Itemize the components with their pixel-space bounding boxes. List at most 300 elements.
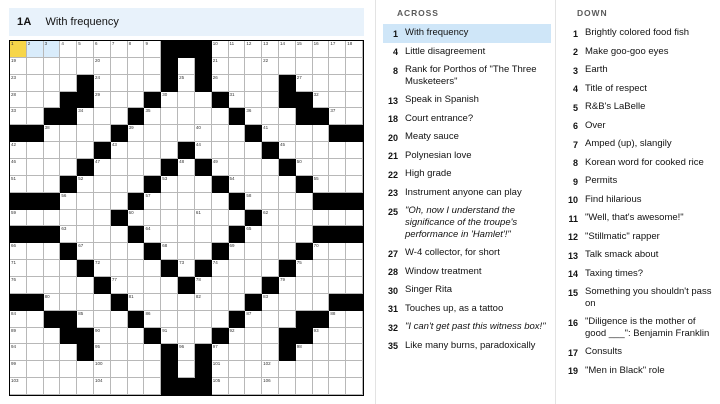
grid-cell[interactable] bbox=[60, 159, 77, 176]
grid-cell[interactable] bbox=[128, 41, 145, 58]
clue-item-across-27[interactable] bbox=[383, 244, 551, 263]
grid-cell[interactable] bbox=[94, 378, 111, 395]
grid-cell[interactable] bbox=[94, 159, 111, 176]
grid-cell[interactable] bbox=[229, 176, 246, 193]
grid-cell[interactable] bbox=[44, 243, 61, 260]
grid-cell[interactable] bbox=[128, 125, 145, 142]
grid-cell[interactable] bbox=[212, 311, 229, 328]
grid-cell[interactable] bbox=[60, 142, 77, 159]
grid-cell[interactable] bbox=[128, 75, 145, 92]
grid-cell[interactable] bbox=[27, 108, 44, 125]
grid-cell[interactable] bbox=[245, 378, 262, 395]
grid-cell[interactable] bbox=[296, 193, 313, 210]
grid-cell[interactable] bbox=[262, 58, 279, 75]
grid-cell[interactable] bbox=[296, 344, 313, 361]
clue-item-across-20[interactable] bbox=[383, 128, 551, 147]
clue-item-down-16[interactable] bbox=[563, 313, 716, 343]
clue-item-down-12[interactable] bbox=[563, 228, 716, 247]
grid-cell[interactable] bbox=[94, 328, 111, 345]
grid-cell[interactable] bbox=[111, 159, 128, 176]
grid-cell[interactable] bbox=[245, 108, 262, 125]
grid-cell[interactable] bbox=[128, 328, 145, 345]
grid-cell[interactable] bbox=[178, 159, 195, 176]
crossword-grid-container[interactable] bbox=[9, 40, 364, 396]
grid-cell[interactable] bbox=[111, 176, 128, 193]
grid-cell[interactable] bbox=[60, 210, 77, 227]
grid-cell[interactable] bbox=[329, 311, 346, 328]
grid-cell[interactable] bbox=[10, 243, 27, 260]
grid-cell[interactable] bbox=[44, 58, 61, 75]
grid-cell[interactable] bbox=[229, 92, 246, 109]
grid-cell[interactable] bbox=[262, 328, 279, 345]
grid-cell[interactable] bbox=[195, 277, 212, 294]
grid-cell[interactable] bbox=[313, 210, 330, 227]
grid-cell[interactable] bbox=[195, 193, 212, 210]
grid-cell[interactable] bbox=[10, 176, 27, 193]
grid-cell[interactable] bbox=[77, 294, 94, 311]
grid-cell[interactable] bbox=[144, 344, 161, 361]
grid-cell[interactable] bbox=[178, 176, 195, 193]
grid-cell[interactable] bbox=[279, 210, 296, 227]
grid-cell[interactable] bbox=[161, 277, 178, 294]
grid-cell[interactable] bbox=[111, 277, 128, 294]
clue-item-across-25[interactable] bbox=[383, 202, 551, 244]
crossword-grid[interactable] bbox=[10, 41, 363, 395]
grid-cell[interactable] bbox=[161, 328, 178, 345]
grid-cell[interactable] bbox=[27, 361, 44, 378]
grid-cell[interactable] bbox=[313, 142, 330, 159]
grid-cell[interactable] bbox=[44, 277, 61, 294]
clue-item-down-3[interactable] bbox=[563, 61, 716, 80]
clue-item-down-17[interactable] bbox=[563, 343, 716, 362]
grid-cell[interactable] bbox=[195, 294, 212, 311]
grid-cell[interactable] bbox=[77, 361, 94, 378]
grid-cell[interactable] bbox=[279, 108, 296, 125]
grid-cell[interactable] bbox=[346, 277, 363, 294]
grid-cell[interactable] bbox=[27, 58, 44, 75]
grid-cell[interactable] bbox=[161, 311, 178, 328]
grid-cell[interactable] bbox=[27, 344, 44, 361]
grid-cell[interactable] bbox=[94, 92, 111, 109]
grid-cell[interactable] bbox=[296, 125, 313, 142]
grid-cell[interactable] bbox=[94, 210, 111, 227]
grid-cell[interactable] bbox=[77, 243, 94, 260]
grid-cell[interactable] bbox=[128, 92, 145, 109]
grid-cell[interactable] bbox=[313, 159, 330, 176]
grid-cell[interactable] bbox=[229, 159, 246, 176]
grid-cell[interactable] bbox=[144, 58, 161, 75]
grid-cell[interactable] bbox=[111, 58, 128, 75]
grid-cell[interactable] bbox=[346, 260, 363, 277]
grid-cell[interactable] bbox=[296, 260, 313, 277]
grid-cell[interactable] bbox=[212, 108, 229, 125]
grid-cell[interactable] bbox=[128, 361, 145, 378]
clue-item-across-21[interactable] bbox=[383, 147, 551, 166]
grid-cell[interactable] bbox=[262, 243, 279, 260]
grid-cell[interactable] bbox=[111, 344, 128, 361]
grid-cell[interactable] bbox=[229, 210, 246, 227]
grid-cell[interactable] bbox=[245, 260, 262, 277]
grid-cell[interactable] bbox=[262, 226, 279, 243]
grid-cell[interactable] bbox=[94, 243, 111, 260]
grid-cell[interactable] bbox=[60, 294, 77, 311]
grid-cell[interactable] bbox=[44, 75, 61, 92]
grid-cell[interactable] bbox=[212, 159, 229, 176]
grid-cell[interactable] bbox=[44, 294, 61, 311]
clue-item-across-18[interactable] bbox=[383, 110, 551, 129]
clue-item-across-22[interactable] bbox=[383, 165, 551, 184]
grid-cell[interactable] bbox=[329, 361, 346, 378]
grid-cell[interactable] bbox=[245, 142, 262, 159]
grid-cell[interactable] bbox=[245, 58, 262, 75]
grid-cell[interactable] bbox=[77, 210, 94, 227]
grid-cell[interactable] bbox=[77, 193, 94, 210]
grid-cell[interactable] bbox=[346, 41, 363, 58]
grid-cell[interactable] bbox=[178, 75, 195, 92]
grid-cell[interactable] bbox=[27, 210, 44, 227]
grid-cell[interactable] bbox=[111, 108, 128, 125]
grid-cell[interactable] bbox=[229, 328, 246, 345]
grid-cell[interactable] bbox=[44, 260, 61, 277]
grid-cell[interactable] bbox=[229, 277, 246, 294]
grid-cell[interactable] bbox=[229, 125, 246, 142]
grid-cell[interactable] bbox=[27, 328, 44, 345]
clue-item-down-2[interactable] bbox=[563, 43, 716, 62]
grid-cell[interactable] bbox=[10, 92, 27, 109]
clue-item-across-8[interactable] bbox=[383, 61, 551, 91]
clue-item-down-9[interactable] bbox=[563, 172, 716, 191]
grid-cell[interactable] bbox=[144, 277, 161, 294]
grid-cell[interactable] bbox=[296, 58, 313, 75]
grid-cell[interactable] bbox=[27, 75, 44, 92]
grid-cell[interactable] bbox=[229, 58, 246, 75]
grid-cell[interactable] bbox=[161, 193, 178, 210]
grid-cell[interactable] bbox=[262, 159, 279, 176]
grid-cell[interactable] bbox=[128, 210, 145, 227]
grid-cell[interactable] bbox=[77, 311, 94, 328]
clue-item-down-5[interactable] bbox=[563, 98, 716, 117]
grid-cell[interactable] bbox=[262, 176, 279, 193]
clue-item-down-13[interactable] bbox=[563, 246, 716, 265]
grid-cell[interactable] bbox=[60, 226, 77, 243]
grid-cell[interactable] bbox=[128, 294, 145, 311]
grid-cell[interactable] bbox=[262, 361, 279, 378]
clue-item-down-8[interactable] bbox=[563, 154, 716, 173]
grid-cell[interactable] bbox=[111, 243, 128, 260]
grid-cell[interactable] bbox=[212, 226, 229, 243]
grid-cell[interactable] bbox=[111, 361, 128, 378]
clue-item-across-32[interactable] bbox=[383, 318, 551, 337]
grid-cell[interactable] bbox=[94, 75, 111, 92]
grid-cell[interactable] bbox=[10, 41, 27, 58]
grid-cell[interactable] bbox=[279, 311, 296, 328]
grid-cell[interactable] bbox=[229, 243, 246, 260]
grid-cell[interactable] bbox=[10, 58, 27, 75]
grid-cell[interactable] bbox=[262, 41, 279, 58]
grid-cell[interactable] bbox=[346, 58, 363, 75]
grid-cell[interactable] bbox=[161, 108, 178, 125]
grid-cell[interactable] bbox=[245, 92, 262, 109]
grid-cell[interactable] bbox=[245, 176, 262, 193]
grid-cell[interactable] bbox=[144, 75, 161, 92]
grid-cell[interactable] bbox=[329, 92, 346, 109]
grid-cell[interactable] bbox=[60, 193, 77, 210]
grid-cell[interactable] bbox=[161, 243, 178, 260]
grid-cell[interactable] bbox=[128, 176, 145, 193]
grid-cell[interactable] bbox=[144, 193, 161, 210]
grid-cell[interactable] bbox=[44, 125, 61, 142]
grid-cell[interactable] bbox=[279, 176, 296, 193]
grid-cell[interactable] bbox=[329, 58, 346, 75]
grid-cell[interactable] bbox=[111, 92, 128, 109]
grid-cell[interactable] bbox=[262, 125, 279, 142]
grid-cell[interactable] bbox=[44, 92, 61, 109]
clue-item-down-11[interactable] bbox=[563, 209, 716, 228]
grid-cell[interactable] bbox=[229, 344, 246, 361]
grid-cell[interactable] bbox=[60, 344, 77, 361]
grid-cell[interactable] bbox=[313, 361, 330, 378]
grid-cell[interactable] bbox=[178, 311, 195, 328]
grid-cell[interactable] bbox=[262, 294, 279, 311]
grid-cell[interactable] bbox=[144, 226, 161, 243]
current-clue-bar[interactable] bbox=[9, 8, 364, 36]
grid-cell[interactable] bbox=[27, 243, 44, 260]
grid-cell[interactable] bbox=[313, 41, 330, 58]
grid-cell[interactable] bbox=[346, 159, 363, 176]
grid-cell[interactable] bbox=[94, 58, 111, 75]
grid-cell[interactable] bbox=[27, 92, 44, 109]
grid-cell[interactable] bbox=[313, 125, 330, 142]
grid-cell[interactable] bbox=[44, 142, 61, 159]
grid-cell[interactable] bbox=[313, 378, 330, 395]
grid-cell[interactable] bbox=[60, 75, 77, 92]
grid-cell[interactable] bbox=[229, 260, 246, 277]
down-clue-list[interactable] bbox=[563, 24, 716, 380]
grid-cell[interactable] bbox=[178, 210, 195, 227]
grid-cell[interactable] bbox=[161, 210, 178, 227]
clue-item-across-1[interactable] bbox=[383, 24, 551, 43]
grid-cell[interactable] bbox=[144, 41, 161, 58]
grid-cell[interactable] bbox=[77, 176, 94, 193]
grid-cell[interactable] bbox=[262, 260, 279, 277]
clue-item-across-23[interactable] bbox=[383, 184, 551, 203]
grid-cell[interactable] bbox=[245, 344, 262, 361]
grid-cell[interactable] bbox=[279, 294, 296, 311]
grid-cell[interactable] bbox=[128, 142, 145, 159]
grid-cell[interactable] bbox=[128, 260, 145, 277]
grid-cell[interactable] bbox=[111, 260, 128, 277]
grid-cell[interactable] bbox=[346, 328, 363, 345]
grid-cell[interactable] bbox=[178, 361, 195, 378]
grid-cell[interactable] bbox=[346, 378, 363, 395]
grid-cell[interactable] bbox=[296, 277, 313, 294]
grid-cell[interactable] bbox=[27, 142, 44, 159]
grid-cell[interactable] bbox=[329, 176, 346, 193]
grid-cell[interactable] bbox=[279, 41, 296, 58]
grid-cell[interactable] bbox=[178, 92, 195, 109]
grid-cell[interactable] bbox=[279, 58, 296, 75]
grid-cell[interactable] bbox=[111, 75, 128, 92]
grid-cell[interactable] bbox=[94, 176, 111, 193]
grid-cell[interactable] bbox=[195, 210, 212, 227]
grid-cell[interactable] bbox=[10, 210, 27, 227]
grid-cell[interactable] bbox=[296, 226, 313, 243]
grid-cell[interactable] bbox=[77, 41, 94, 58]
grid-cell[interactable] bbox=[245, 328, 262, 345]
grid-cell[interactable] bbox=[94, 344, 111, 361]
grid-cell[interactable] bbox=[178, 193, 195, 210]
grid-cell[interactable] bbox=[144, 378, 161, 395]
grid-cell[interactable] bbox=[229, 142, 246, 159]
grid-cell[interactable] bbox=[195, 92, 212, 109]
grid-cell[interactable] bbox=[229, 294, 246, 311]
grid-cell[interactable] bbox=[346, 243, 363, 260]
grid-cell[interactable] bbox=[161, 294, 178, 311]
grid-cell[interactable] bbox=[329, 108, 346, 125]
grid-cell[interactable] bbox=[94, 226, 111, 243]
clue-item-down-10[interactable] bbox=[563, 191, 716, 210]
clue-item-across-4[interactable] bbox=[383, 43, 551, 62]
grid-cell[interactable] bbox=[329, 328, 346, 345]
grid-cell[interactable] bbox=[144, 361, 161, 378]
grid-cell[interactable] bbox=[178, 125, 195, 142]
grid-cell[interactable] bbox=[279, 361, 296, 378]
grid-cell[interactable] bbox=[346, 311, 363, 328]
grid-cell[interactable] bbox=[212, 361, 229, 378]
grid-cell[interactable] bbox=[178, 58, 195, 75]
grid-cell[interactable] bbox=[296, 159, 313, 176]
grid-cell[interactable] bbox=[262, 92, 279, 109]
grid-cell[interactable] bbox=[60, 378, 77, 395]
grid-cell[interactable] bbox=[60, 277, 77, 294]
grid-cell[interactable] bbox=[296, 294, 313, 311]
grid-cell[interactable] bbox=[27, 159, 44, 176]
clue-item-down-4[interactable] bbox=[563, 80, 716, 99]
grid-cell[interactable] bbox=[212, 193, 229, 210]
grid-cell[interactable] bbox=[178, 108, 195, 125]
grid-cell[interactable] bbox=[144, 294, 161, 311]
grid-cell[interactable] bbox=[77, 142, 94, 159]
grid-cell[interactable] bbox=[262, 75, 279, 92]
grid-cell[interactable] bbox=[262, 378, 279, 395]
grid-cell[interactable] bbox=[27, 378, 44, 395]
grid-cell[interactable] bbox=[60, 260, 77, 277]
grid-cell[interactable] bbox=[44, 176, 61, 193]
grid-cell[interactable] bbox=[111, 142, 128, 159]
grid-cell[interactable] bbox=[77, 108, 94, 125]
grid-cell[interactable] bbox=[229, 75, 246, 92]
grid-cell[interactable] bbox=[329, 41, 346, 58]
clue-item-down-15[interactable] bbox=[563, 283, 716, 313]
grid-cell[interactable] bbox=[44, 344, 61, 361]
grid-cell[interactable] bbox=[10, 378, 27, 395]
clue-item-down-6[interactable] bbox=[563, 117, 716, 136]
grid-cell[interactable] bbox=[178, 328, 195, 345]
grid-cell[interactable] bbox=[128, 277, 145, 294]
grid-cell[interactable] bbox=[346, 108, 363, 125]
grid-cell[interactable] bbox=[329, 378, 346, 395]
grid-cell[interactable] bbox=[279, 277, 296, 294]
clue-item-across-13[interactable] bbox=[383, 91, 551, 110]
grid-cell[interactable] bbox=[94, 311, 111, 328]
grid-cell[interactable] bbox=[94, 361, 111, 378]
grid-cell[interactable] bbox=[111, 193, 128, 210]
grid-cell[interactable] bbox=[262, 210, 279, 227]
grid-cell[interactable] bbox=[44, 378, 61, 395]
grid-cell[interactable] bbox=[111, 41, 128, 58]
grid-cell[interactable] bbox=[229, 378, 246, 395]
grid-cell[interactable] bbox=[144, 311, 161, 328]
grid-cell[interactable] bbox=[346, 92, 363, 109]
grid-cell[interactable] bbox=[212, 125, 229, 142]
grid-cell[interactable] bbox=[245, 41, 262, 58]
clue-item-down-1[interactable] bbox=[563, 24, 716, 43]
grid-cell[interactable] bbox=[329, 142, 346, 159]
grid-cell[interactable] bbox=[212, 41, 229, 58]
grid-cell[interactable] bbox=[27, 176, 44, 193]
grid-cell[interactable] bbox=[313, 176, 330, 193]
grid-cell[interactable] bbox=[229, 41, 246, 58]
grid-cell[interactable] bbox=[77, 277, 94, 294]
grid-cell[interactable] bbox=[195, 176, 212, 193]
grid-cell[interactable] bbox=[329, 159, 346, 176]
clue-item-across-28[interactable] bbox=[383, 263, 551, 282]
grid-cell[interactable] bbox=[195, 108, 212, 125]
grid-cell[interactable] bbox=[195, 328, 212, 345]
grid-cell[interactable] bbox=[279, 125, 296, 142]
grid-cell[interactable] bbox=[195, 226, 212, 243]
grid-cell[interactable] bbox=[10, 311, 27, 328]
grid-cell[interactable] bbox=[128, 159, 145, 176]
grid-cell[interactable] bbox=[111, 378, 128, 395]
grid-cell[interactable] bbox=[279, 378, 296, 395]
grid-cell[interactable] bbox=[10, 142, 27, 159]
grid-cell[interactable] bbox=[10, 159, 27, 176]
grid-cell[interactable] bbox=[94, 125, 111, 142]
grid-cell[interactable] bbox=[128, 58, 145, 75]
grid-cell[interactable] bbox=[245, 75, 262, 92]
grid-cell[interactable] bbox=[178, 294, 195, 311]
grid-cell[interactable] bbox=[161, 226, 178, 243]
grid-cell[interactable] bbox=[27, 277, 44, 294]
grid-cell[interactable] bbox=[212, 58, 229, 75]
grid-cell[interactable] bbox=[77, 125, 94, 142]
grid-cell[interactable] bbox=[313, 294, 330, 311]
grid-cell[interactable] bbox=[128, 344, 145, 361]
grid-cell[interactable] bbox=[144, 159, 161, 176]
grid-cell[interactable] bbox=[212, 210, 229, 227]
grid-cell[interactable] bbox=[296, 378, 313, 395]
grid-cell[interactable] bbox=[279, 243, 296, 260]
grid-cell[interactable] bbox=[111, 311, 128, 328]
grid-cell[interactable] bbox=[77, 58, 94, 75]
grid-cell[interactable] bbox=[10, 361, 27, 378]
grid-cell[interactable] bbox=[111, 226, 128, 243]
grid-cell[interactable] bbox=[27, 311, 44, 328]
grid-cell[interactable] bbox=[195, 142, 212, 159]
grid-cell[interactable] bbox=[60, 58, 77, 75]
grid-cell[interactable] bbox=[212, 260, 229, 277]
grid-cell[interactable] bbox=[296, 361, 313, 378]
grid-cell[interactable] bbox=[94, 108, 111, 125]
grid-cell[interactable] bbox=[313, 92, 330, 109]
grid-cell[interactable] bbox=[144, 108, 161, 125]
grid-cell[interactable] bbox=[27, 260, 44, 277]
grid-cell[interactable] bbox=[44, 210, 61, 227]
grid-cell[interactable] bbox=[313, 328, 330, 345]
grid-cell[interactable] bbox=[144, 260, 161, 277]
grid-cell[interactable] bbox=[212, 75, 229, 92]
